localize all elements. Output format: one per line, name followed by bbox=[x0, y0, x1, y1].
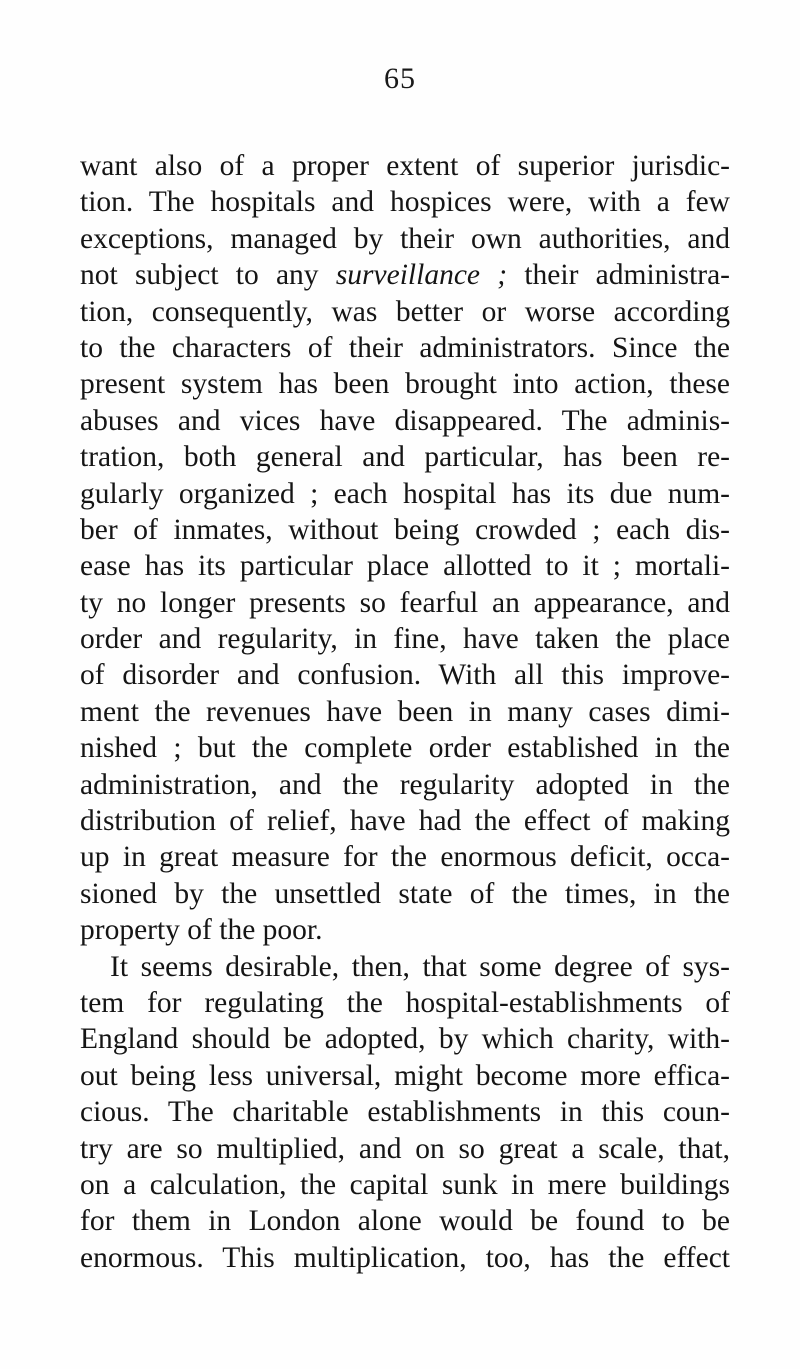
text-span: not subject to any bbox=[80, 259, 336, 292]
text-line: cious. The charitable establishments in this coun- bbox=[80, 1096, 730, 1129]
text-line: to the characters of their administrators. Since the bbox=[80, 331, 730, 364]
paragraph-end-line: property of the poor. bbox=[80, 914, 323, 947]
text-line bbox=[80, 257, 730, 293]
text-line: ber of inmates, without being crowded ; each dis- bbox=[80, 513, 730, 546]
text-span: their administra- bbox=[507, 259, 731, 292]
text-line: exceptions, managed by their own authorities, and bbox=[80, 222, 730, 255]
text-line: administration, and the regularity adopted in the bbox=[80, 768, 730, 801]
text-line: tion. The hospitals and hospices were, with a few bbox=[80, 186, 730, 219]
text-line: ty no longer presents so fearful an appearance, and bbox=[80, 586, 730, 619]
text-line: distribution of relief, have had the effect of making bbox=[80, 805, 730, 838]
text-line: gularly organized ; each hospital has its due num- bbox=[80, 477, 730, 510]
text-line: enormous. This multiplication, too, has the effect bbox=[80, 1241, 730, 1274]
text-line: England should be adopted, by which charity, with- bbox=[80, 1023, 730, 1056]
text-line: present system has been brought into action, these bbox=[80, 368, 730, 401]
text-line: abuses and vices have disappeared. The adminis- bbox=[80, 404, 730, 437]
text-line: try are so multiplied, and on so great a scale, that, bbox=[80, 1132, 730, 1165]
text-line: want also of a proper extent of superior jurisdic- bbox=[80, 150, 730, 182]
text-line: nished ; but the complete order established in the bbox=[80, 732, 730, 765]
text-line: ment the revenues have been in many cases dimi- bbox=[80, 695, 730, 728]
paragraph-start-line: It seems desirable, then, that some degree of sys- bbox=[110, 950, 730, 983]
text-line: tion, consequently, was better or worse according bbox=[80, 295, 730, 328]
text-line: for them in London alone would be found to be bbox=[80, 1205, 730, 1238]
text-line: ease has its particular place allotted to it ; mortali- bbox=[80, 550, 730, 583]
text-line: out being less universal, might become more effica- bbox=[80, 1059, 730, 1092]
body-text bbox=[80, 148, 730, 1276]
text-line: on a calculation, the capital sunk in mere buildings bbox=[80, 1168, 730, 1201]
text-line: sioned by the unsettled state of the times, in the bbox=[80, 877, 730, 910]
text-line: tem for regulating the hospital-establishments of bbox=[80, 986, 730, 1019]
text-line: order and regularity, in fine, have taken the place bbox=[80, 623, 730, 656]
text-line: tration, both general and particular, has been re- bbox=[80, 441, 730, 474]
text-line: up in great measure for the enormous deficit, occa- bbox=[80, 841, 730, 874]
italic-term: surveillance ; bbox=[335, 259, 508, 292]
text-line: of disorder and confusion. With all this improve- bbox=[80, 659, 730, 692]
page-number: 65 bbox=[384, 62, 416, 95]
